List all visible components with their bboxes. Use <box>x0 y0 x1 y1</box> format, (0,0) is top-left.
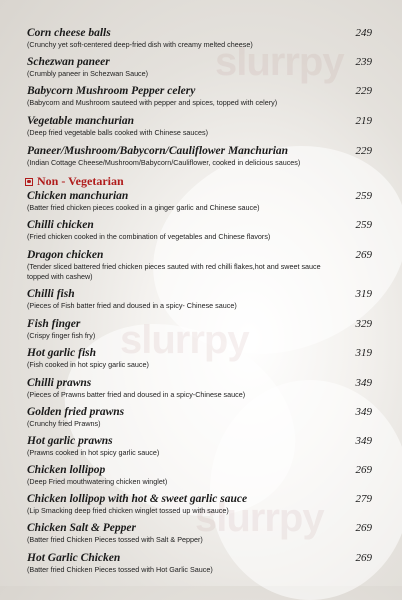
item-name: Chicken lollipop <box>27 464 106 476</box>
menu-item <box>27 249 372 282</box>
item-description: (Deep Fried mouthwatering chicken winglet) <box>27 477 168 486</box>
item-description: (Crumbly paneer in Schezwan Sauce) <box>27 69 149 78</box>
item-description: (Crunchy fried Prawns) <box>27 419 101 428</box>
item-price: 229 <box>355 145 372 157</box>
menu-item <box>27 219 372 242</box>
item-name: Chilli prawns <box>27 377 92 389</box>
item-name: Corn cheese balls <box>27 27 111 39</box>
menu-item <box>27 464 372 487</box>
menu-item <box>27 85 372 108</box>
item-name: Chilli fish <box>27 288 75 300</box>
watermark-logo: slurrpy <box>215 40 344 84</box>
item-description: (Pieces of Prawns batter fried and doused in a spicy-Chinese sauce) <box>27 390 246 399</box>
section-title: Non - Vegetarian <box>37 174 124 188</box>
item-name: Fish finger <box>27 318 81 330</box>
item-description: (Indian Cottage Cheese/Mushroom/Babycorn/Cauliflower, cooked in delicious sauces) <box>27 158 301 167</box>
menu-item <box>27 115 372 138</box>
item-description: (Crispy finger fish fry) <box>27 331 96 340</box>
item-price: 269 <box>355 249 372 261</box>
menu-item <box>27 145 372 168</box>
item-name: Hot garlic prawns <box>27 435 113 447</box>
item-name: Babycorn Mushroom Pepper celery <box>27 85 196 97</box>
item-description: (Babycorn and Mushroom sauteed with pepper and spices, topped with celery) <box>27 98 278 107</box>
item-price: 259 <box>355 190 372 202</box>
item-price: 329 <box>355 318 372 330</box>
item-name: Chicken Salt & Pepper <box>27 522 136 534</box>
menu-item <box>27 552 372 575</box>
menu-item <box>27 318 372 341</box>
item-price: 349 <box>355 435 372 447</box>
item-description: (Lip Smacking deep fried chicken winglet tossed up with sauce) <box>27 506 229 515</box>
item-name: Dragon chicken <box>27 249 104 261</box>
section-header-non-vegetarian <box>25 174 124 189</box>
item-price: 349 <box>355 406 372 418</box>
item-name: Chilli chicken <box>27 219 94 231</box>
item-description: (Batter fried Chicken Pieces tossed with Salt & Pepper) <box>27 535 203 544</box>
item-name: Vegetable manchurian <box>27 115 135 127</box>
menu-item <box>27 190 372 213</box>
item-price: 249 <box>355 27 372 39</box>
menu-item <box>27 377 372 400</box>
item-name: Chicken manchurian <box>27 190 129 202</box>
menu-item <box>27 347 372 370</box>
menu-item <box>27 288 372 311</box>
watermark-logo: slurrpy <box>195 496 324 540</box>
item-description: (Crunchy yet soft-centered deep-fried dish with creamy melted cheese) <box>27 40 253 49</box>
item-description: (Prawns cooked in hot spicy garlic sauce) <box>27 448 160 457</box>
item-description: (Fried chicken cooked in the combination of vegetables and Chinese flavors) <box>27 232 271 241</box>
item-price: 269 <box>355 522 372 534</box>
item-description: (Tender sliced battered fried chicken pieces sauted with red chilli flakes,hot and sweet sauce topped with cashew) <box>27 262 321 281</box>
item-name: Hot garlic fish <box>27 347 97 359</box>
item-name: Hot Garlic Chicken <box>27 552 121 564</box>
item-name: Paneer/Mushroom/Babycorn/Cauliflower Manchurian <box>27 145 289 157</box>
menu-item <box>27 27 372 50</box>
item-price: 349 <box>355 377 372 389</box>
item-price: 269 <box>355 464 372 476</box>
item-name: Golden fried prawns <box>27 406 125 418</box>
item-price: 259 <box>355 219 372 231</box>
item-price: 319 <box>355 288 372 300</box>
item-name: Schezwan paneer <box>27 56 110 68</box>
item-description: (Batter fried chicken pieces cooked in a ginger garlic and Chinese sauce) <box>27 203 260 212</box>
watermark-logo: slurrpy <box>120 318 249 362</box>
menu-item <box>27 435 372 458</box>
item-price: 269 <box>355 552 372 564</box>
non-veg-square-icon <box>25 178 33 186</box>
item-price: 319 <box>355 347 372 359</box>
item-description: (Batter fried Chicken Pieces tossed with Hot Garlic Sauce) <box>27 565 213 574</box>
item-price: 279 <box>355 493 372 505</box>
menu-item <box>27 56 372 79</box>
item-price: 229 <box>355 85 372 97</box>
item-description: (Pieces of Fish batter fried and doused in a spicy- Chinese sauce) <box>27 301 237 310</box>
item-description: (Deep fried vegetable balls cooked with Chinese sauces) <box>27 128 208 137</box>
menu-item <box>27 406 372 429</box>
item-description: (Fish cooked in hot spicy garlic sauce) <box>27 360 149 369</box>
menu-item <box>27 522 372 545</box>
item-price: 219 <box>355 115 372 127</box>
menu-item <box>27 493 372 516</box>
item-name: Chicken lollipop with hot & sweet garlic sauce <box>27 493 248 505</box>
item-price: 239 <box>355 56 372 68</box>
